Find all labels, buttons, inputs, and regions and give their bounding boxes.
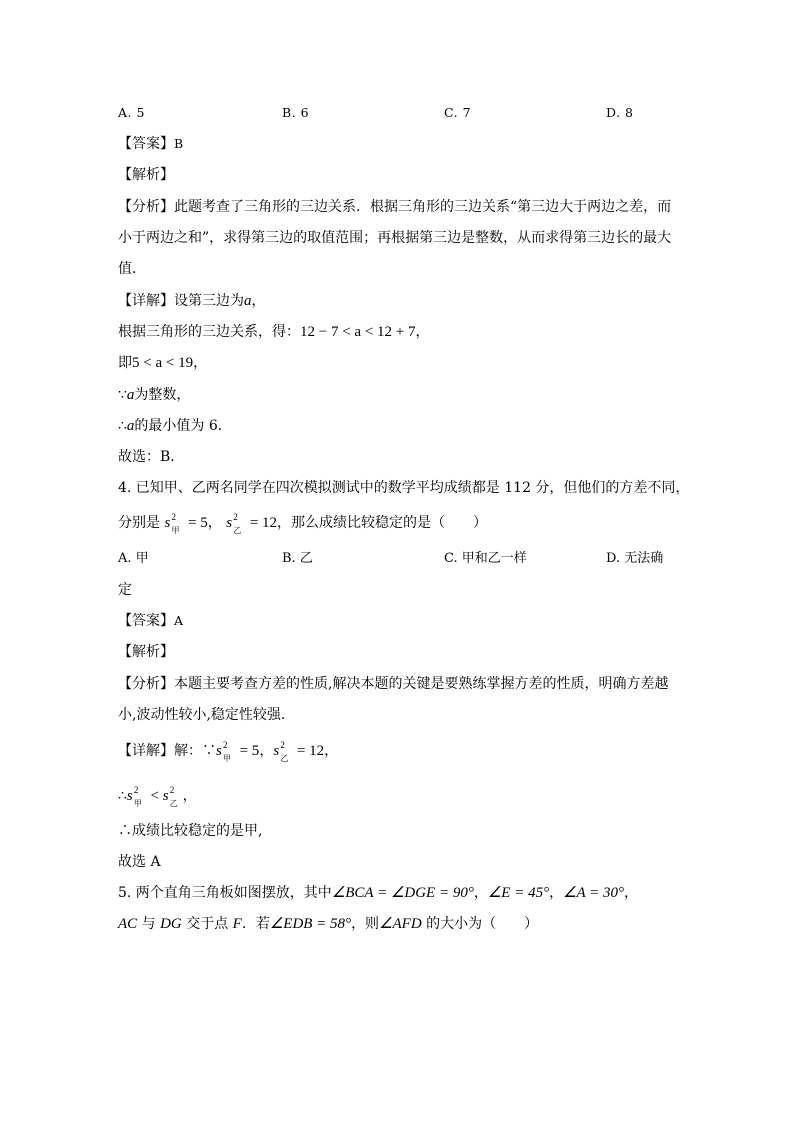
q5-prefix: 5. 两个直角三角板如图摆放，其中	[118, 885, 332, 901]
segment-ac: AC	[118, 916, 138, 932]
var-a: a	[126, 418, 135, 434]
point-f: F	[232, 916, 242, 932]
answer-value: B	[174, 136, 184, 151]
q4-option-d-cont: 定	[118, 582, 132, 598]
q3-fenxi-line3: 值．	[118, 261, 146, 277]
q3-step4	[118, 417, 232, 435]
stem-prefix: 分别是	[118, 515, 160, 531]
var-a: a	[126, 387, 135, 403]
xiangjie-tag: 【详解】	[118, 293, 174, 309]
xiangjie-text: 设第三边为	[174, 293, 244, 309]
variance-yi	[162, 785, 183, 808]
comma: ，	[415, 324, 430, 340]
q4-stem-line1: 4. 已知甲、乙两名同学在四次模拟测试中的数学平均成绩都是 112 分，但他们的方差不同，	[118, 480, 690, 496]
xiangjie-prefix: 解：∵	[174, 743, 216, 759]
with-text: 与	[137, 916, 161, 932]
meet-text: 交于点	[181, 916, 233, 932]
q4-conclusion: 故选 A	[118, 854, 161, 870]
eq-12: = 12	[246, 515, 278, 531]
less-than: <	[146, 788, 163, 804]
sub-yi: 乙	[280, 754, 289, 763]
comma: ，	[251, 293, 266, 309]
eq-5: = 5	[235, 743, 260, 759]
q3-option-b: B. 6	[282, 105, 310, 120]
q3-option-a: A. 5	[118, 105, 145, 120]
segment-dg: DG	[160, 916, 182, 932]
s-letter: s	[226, 515, 233, 531]
variance-yi	[273, 740, 293, 763]
answer-tag: 【答案】	[118, 136, 174, 152]
q4-answer-line	[118, 612, 184, 630]
q4-step2: ∴成绩比较稳定的是甲,	[118, 823, 263, 839]
sup-2: 2	[233, 512, 238, 522]
q4-option-a: A. 甲	[118, 551, 149, 566]
q4-option-d: D. 无法确	[606, 551, 664, 566]
q3-xiangjie-line	[118, 292, 266, 310]
answer-value: A	[174, 613, 184, 628]
sub-jia: 甲	[133, 799, 142, 808]
q4-option-b: B. 乙	[282, 551, 313, 566]
sub-yi: 乙	[169, 799, 178, 808]
angle-bca-dge: ∠BCA = ∠DGE = 90°	[331, 885, 474, 901]
fenxi-text: 本题主要考查方差的性质,解决本题的关键是要熟练掌握方差的性质，明确方差越	[174, 676, 669, 692]
q3-step1	[118, 323, 430, 341]
q3-fenxi-line2: 小于两边之和”，求得第三边的取值范围；再根据第三边是整数，从而求得第三边长的最大	[118, 230, 672, 246]
q4-compare: ∴s 2 甲 < s 2 乙 ，	[118, 787, 197, 805]
because-symbol: ∵	[118, 387, 127, 403]
sub-yi: 乙	[233, 526, 242, 535]
q4-fenxi-line1	[118, 675, 668, 693]
comma: ，	[193, 355, 208, 371]
sup-2: 2	[280, 740, 285, 750]
variance-jia	[164, 512, 184, 535]
q3-option-c: C. 7	[444, 105, 472, 120]
step2-math: 5 < a < 19	[132, 355, 194, 371]
q4-option-c: C. 甲和乙一样	[444, 551, 527, 566]
s-letter: s	[126, 788, 133, 804]
if-text: ．若	[241, 916, 270, 932]
step4-suffix: 的最小值为 6．	[134, 418, 232, 434]
s-letter: s	[273, 743, 280, 759]
step2-prefix: 即	[118, 355, 132, 371]
variance-yi	[226, 512, 246, 535]
angle-a: ∠A = 30°	[563, 885, 625, 901]
var-a: a	[244, 293, 252, 309]
s-letter: s	[164, 515, 171, 531]
then-text: ，则	[351, 916, 380, 932]
q4-stem-line2: 分别是 s 2 甲 = 5， s 2 乙 = 12，那么成绩比较稳定的是（ ）	[118, 514, 487, 532]
variance-jia	[126, 785, 147, 808]
q3-option-d: D. 8	[606, 105, 634, 120]
sup-2: 2	[223, 740, 228, 750]
sub-jia: 甲	[223, 754, 231, 763]
end-text: 的大小为（ ）	[421, 916, 539, 932]
q4-xiangjie-line: 【详解】解：∵s 2 甲 = 5，s 2 乙 = 12，	[118, 742, 338, 760]
step1-text: 根据三角形的三边关系，得：	[118, 324, 300, 340]
s-letter: s	[216, 743, 222, 759]
eq-5: = 5	[184, 515, 208, 531]
fenxi-tag: 【分析】	[118, 199, 174, 215]
stem-suffix: ，那么成绩比较稳定的是（ ）	[277, 515, 488, 531]
q4-analysis-tag: 【解析】	[118, 644, 174, 660]
q4-fenxi-line2: 小,波动性较小,稳定性较强.	[118, 707, 286, 723]
q5-stem-line1: 5. 两个直角三角板如图摆放，其中∠BCA = ∠DGE = 90°，∠E = 45°，∠A = 30°，	[118, 885, 639, 901]
q3-step3	[118, 386, 190, 404]
angle-edb: ∠EDB = 58°	[269, 916, 352, 932]
sup-2: 2	[169, 785, 175, 795]
fenxi-text: 此题考查了三角形的三边关系．根据三角形的三边关系“第三边大于两边之差，而	[174, 199, 672, 215]
therefore-symbol: ∴	[118, 788, 127, 804]
step3-suffix: 为整数，	[134, 387, 191, 403]
angle-afd: ∠AFD	[379, 916, 422, 932]
therefore-symbol: ∴	[118, 418, 127, 434]
step1-math: 12 − 7 < a < 12 + 7	[300, 324, 416, 340]
q3-answer-line	[118, 135, 184, 153]
q3-fenxi-line1	[118, 198, 671, 216]
xiangjie-tag: 【详解】	[118, 743, 174, 759]
q3-analysis-tag: 【解析】	[118, 167, 174, 183]
q3-conclusion: 故选：B．	[118, 449, 185, 465]
q3-step2	[118, 354, 207, 372]
eq-12: = 12	[293, 743, 325, 759]
variance-jia	[216, 740, 236, 763]
answer-tag: 【答案】	[118, 613, 174, 629]
s-letter: s	[162, 788, 169, 804]
angle-e: ∠E = 45°	[487, 885, 550, 901]
fenxi-tag: 【分析】	[118, 676, 174, 692]
sub-jia: 甲	[171, 526, 180, 535]
sup-2: 2	[171, 512, 176, 522]
sup-2: 2	[133, 785, 139, 795]
q5-stem-line2	[118, 915, 538, 933]
